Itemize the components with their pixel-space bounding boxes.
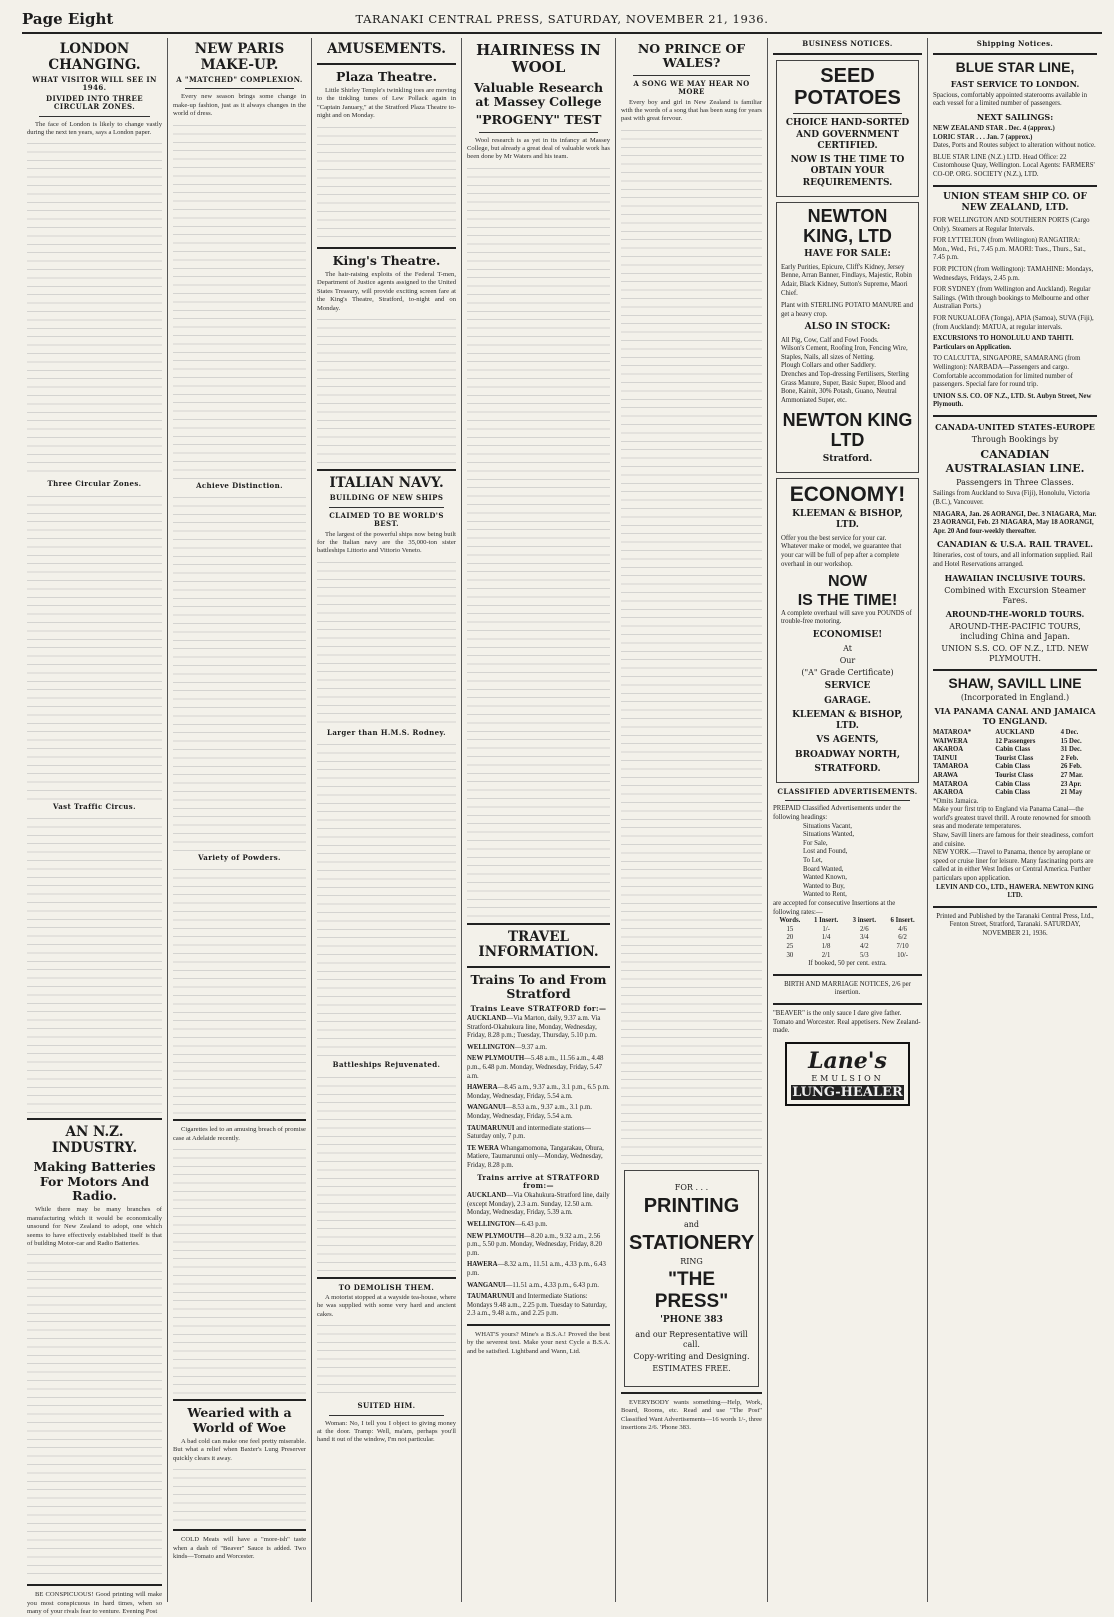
london-lead: The face of London is likely to change vastly during the next ten years, says a London paper. <box>27 120 162 136</box>
sailing-row: AKAROA Cabin Class 21 May <box>933 789 1083 797</box>
union-picton: FOR PICTON (from Wellington): TAMAHINE: Mondays, Wednesdays, Fridays, 2.45 p.m. <box>933 266 1094 282</box>
union-title: UNION STEAM SHIP CO. OF NEW ZEALAND, LTD. <box>943 191 1087 213</box>
divider <box>27 1118 162 1120</box>
departure-entry: NEW PLYMOUTH—5.48 a.m., 11.56 a.m., 4.48 p.m., 6.48 p.m. Monday, Wednesday, Friday, 5.47 a.m. <box>467 1055 604 1080</box>
prince-subhead: A SONG WE MAY HEAR NO MORE <box>633 78 750 97</box>
bsa-notice: WHAT'S yours? Mine's a B.S.A.! Proved the best by the severest test. Make your next Cycle a B.S.A. and be satisfied. Lightband and Wann, Ltd. <box>467 1331 610 1355</box>
bmd-notice: BIRTH AND MARRIAGE NOTICES, 2/6 per insertion. <box>784 980 911 997</box>
classified-heading: Board Wanted, <box>803 865 844 873</box>
kings-body-text <box>317 314 456 464</box>
departures-list <box>467 1015 610 1171</box>
rates-table-row: 30 2/1 5/3 10/- <box>786 951 909 959</box>
canada-header: CANADA-UNITED STATES-EUROPE <box>935 421 1095 432</box>
printing-word: PRINTING <box>643 1194 740 1217</box>
woe-body-text <box>173 1464 306 1524</box>
shaw-savill-inc: (Incorporated in England.) <box>960 692 1070 702</box>
divider <box>785 800 910 801</box>
industry-lead: While there may be many branches of manufacturing which it would be economically unsound for New Zealand to adopt, one which seems to have effectively established itself is that of building Motor-car and Radio Batteries. <box>27 1206 162 1247</box>
union-excursions: EXCURSIONS TO HONOLULU AND TAHITI. Particulars on Application. <box>933 335 1074 351</box>
divider <box>173 1119 306 1121</box>
london-section-head-1: Three Circular Zones. <box>47 479 142 489</box>
paris-headline: NEW PARIS MAKE-UP. <box>194 41 285 73</box>
classified-heading: Situations Vacant, <box>803 822 852 830</box>
classified-heading: To Let, <box>803 857 823 865</box>
navy-subhead-2: CLAIMED TO BE WORLD'S BEST. <box>329 510 444 529</box>
amusements-header: AMUSEMENTS. <box>327 41 446 57</box>
shaw-savill-via: VIA PANAMA CANAL AND JAMAICA TO ENGLAND. <box>934 705 1096 726</box>
departure-entry: TE WERA Whangamomona, Tangarakau, Ohura, Matiere, Taumarunui only—Monday, Wednesday, Friday, 8.28 p.m. <box>467 1144 604 1169</box>
navy-body-text <box>317 739 456 1059</box>
rates-table-header: Words. 1 Insert. 3 insert. 6 Insert. <box>779 917 915 925</box>
cold-meats-notice: COLD Meats will have a "more-ish" taste when a dash of "Beaver" Sauce is added. Two kinds—Tomato and Worcester. <box>173 1536 306 1561</box>
everybody-notice: EVERYBODY wants something—Help, Work, Board, Rooms, etc. Read and use "The Post" Classified Want Advertisements—16 words 1/-, three insertions 2/6. 'Phone 383. <box>621 1398 762 1431</box>
industry-subhead: Making Batteries For Motors And Radio. <box>33 1159 156 1203</box>
column-6 <box>767 38 927 1602</box>
printing-for: FOR . . . <box>674 1182 709 1192</box>
seed-potatoes-t2: NOW IS THE TIME TO OBTAIN YOUR REQUIREMENTS. <box>790 155 905 188</box>
economy-garage: GARAGE. <box>824 695 871 706</box>
blue-star-sailing: LORIC STAR . . . Jan. 7 (approx.) <box>933 133 1033 141</box>
navy-section-head-2: Battleships Rejuvenated. <box>332 1060 441 1070</box>
newton-king-title: NEWTON KING, LTD <box>803 205 892 246</box>
paris-section-head-1: Achieve Distinction. <box>196 480 283 490</box>
demolish-lead: A motorist stopped at a wayside tea-house, where he was supplied with some very hard and ancient cakes. <box>317 1294 456 1318</box>
shaw-savill-ny: NEW YORK.—Travel to Panama, thence by aeroplane or speed or cruise liner for leisure. Many fascinating ports are called at in either West Indies or Central America. Further particulars upon application. <box>933 849 1094 883</box>
classified-prepaid: PREPAID Classified Advertisements under the following headings: <box>773 805 901 822</box>
lanes-lung-healer: LUNG-HEALER <box>792 1084 903 1100</box>
plaza-lead: Little Shirley Temple's twinkling toes are moving to the tinkling tunes of Lew Pollack again in "Captain January," at the Stratford Plaza Theatre to-night and on Monday. <box>317 86 456 120</box>
newton-king-advert <box>776 202 919 473</box>
woe-headline: Wearied with a World of Woe <box>187 1405 292 1435</box>
union-nukualofa: FOR NUKUALOFA (Tonga), APIA (Samoa), SUVA (Fiji), (from Auckland): MATUA, at regular intervals. <box>933 314 1094 331</box>
divider <box>633 75 750 76</box>
lanes-name: Lane's <box>808 1047 887 1074</box>
divider <box>933 669 1097 671</box>
woman-tramp-joke: Woman: No, I tell you I object to giving money at the door. Tramp: Well, ma'am, perhaps you'll hand it out of the window, I'm not particular. <box>317 1419 456 1444</box>
newton-king-plant: Plant with STERLING POTATO MANURE and get a heavy crop. <box>781 302 914 318</box>
divider <box>329 1415 444 1416</box>
shaw-savill-body: Make your first trip to England via Panama Canal—the world's greatest travel thrill. A route renowned for smooth seas and moderate temperatures. <box>933 806 1091 831</box>
london-headline: LONDON CHANGING. <box>48 41 141 73</box>
economy-grade: ("A" Grade Certificate) <box>801 668 894 678</box>
newton-king-stock-1: All Pig, Cow, Calf and Fowl Foods. <box>781 336 879 344</box>
classified-heading: Lost and Found, <box>803 848 848 856</box>
canada-hawaii-2: Combined with Excursion Steamer Fares. <box>944 585 1086 605</box>
paris-section-head-2: Variety of Powders. <box>198 853 281 863</box>
sailing-row: WAIWERA 12 Passengers 15 Dec. <box>933 737 1082 745</box>
canada-rail: CANADIAN & U.S.A. RAIL TRAVEL. <box>936 539 1094 550</box>
rates-table <box>773 917 922 960</box>
conspicuous-notice: BE CONSPICUOUS! Good printing will make you most conspicuous in hard times, when so many of your rivals fear to venture. Evening Post <box>27 1591 162 1616</box>
business-notices-header: BUSINESS NOTICES. <box>802 39 893 48</box>
divider <box>933 906 1097 908</box>
divider <box>773 1003 922 1005</box>
economy-economise: ECONOMISE! <box>812 630 883 641</box>
column-7 <box>927 38 1102 1602</box>
prince-headline: NO PRINCE OF WALES? <box>637 41 746 71</box>
divider <box>479 132 598 133</box>
prince-lead: Every boy and girl in New Zealand is familiar with the words of a song that has been sung for years past with great fervour. <box>621 98 762 123</box>
printing-advert <box>624 1170 759 1387</box>
printing-and: and <box>683 1219 700 1229</box>
divider <box>467 966 610 968</box>
seed-potatoes-advert <box>776 60 919 197</box>
london-body-text <box>27 138 162 478</box>
london-body-text <box>27 491 162 801</box>
arrival-entry: NEW PLYMOUTH—8.20 a.m., 9.32 a.m., 2.56 p.m., 5.50 p.m. Monday, Wednesday, Friday, 8.20 p.m. <box>467 1232 603 1257</box>
canada-office: UNION S.S. CO. OF N.Z., LTD. NEW PLYMOUTH. <box>941 643 1089 663</box>
classified-heading: For Sale, <box>803 839 828 847</box>
newton-king-town: Stratford. <box>822 453 873 464</box>
sailings-table <box>933 729 1097 798</box>
canada-through: Through Bookings by <box>971 434 1059 444</box>
imprint: Printed and Published by the Taranaki Central Press, Ltd., Fenton Street, Stratford, Taranaki. SATURDAY, NOVEMBER 21, 1936. <box>936 912 1094 938</box>
paris-lead: Every new season brings some change in make-up fashion, just as it always changes in the world of dress. <box>173 93 306 118</box>
navy-headline: ITALIAN NAVY. <box>329 474 444 491</box>
printing-rep: and our Representative will call. <box>635 1329 748 1349</box>
page-number: Page Eight <box>22 10 114 28</box>
union-sydney: FOR SYDNEY (from Wellington and Auckland). Regular Sailings. (With through bookings to Melbourne and other Australian Ports.) <box>933 286 1091 311</box>
rates-table-row: 25 1/8 4/2 7/10 <box>786 942 909 950</box>
paris-body-text <box>173 864 306 1114</box>
blue-star-dates: Dates, Ports and Routes subject to alteration without notice. <box>933 142 1096 150</box>
blue-star-body: Spacious, comfortably appointed staterooms available in each vessel for a limited number of passengers. <box>933 91 1088 108</box>
wool-subhead: Valuable Research at Massey College <box>473 79 604 109</box>
divider <box>317 247 456 249</box>
sailing-row: MATAROA* AUCKLAND 4 Dec. <box>933 728 1079 736</box>
divider <box>773 974 922 976</box>
divider <box>329 507 444 508</box>
newton-king-list: Early Purities, Epicure, Cliff's Kidney, Jersey Benne, Arran Banner, Findlays, Majestic, Robin Adair, Black Kidney, Sutton's Supreme, Maori Chief. <box>781 263 912 297</box>
economy-firm-2: KLEEMAN & BISHOP, LTD. <box>792 709 903 732</box>
newton-king-title-2: NEWTON KING LTD <box>782 410 913 451</box>
trains-arrive-head: Trains arrive at STRATFORD from:— <box>477 1172 600 1190</box>
union-body: FOR WELLINGTON AND SOUTHERN PORTS (Cargo Only). Steamers at Regular Intervals. <box>933 217 1090 233</box>
newton-king-have: HAVE FOR SALE: <box>804 249 891 260</box>
economy-our: Our <box>839 656 856 666</box>
navy-subhead-1: BUILDING OF NEW SHIPS <box>329 493 444 503</box>
arrivals-list <box>467 1192 610 1319</box>
canada-around-1: AROUND-THE-WORLD TOURS. <box>945 608 1085 619</box>
lanes-emulsion: EMULSION <box>811 1073 884 1083</box>
economy-addr-1: BROADWAY NORTH, <box>794 749 901 760</box>
divider <box>933 185 1097 187</box>
divider <box>317 1277 456 1279</box>
rates-table-row: 20 1/4 3/4 6/2 <box>786 934 907 942</box>
london-body-text <box>27 813 162 1113</box>
classified-headings <box>773 823 922 900</box>
shaw-savill-agents: LEVIN AND CO., LTD., HAWERA. NEWTON KING LTD. <box>936 883 1094 900</box>
suited-him-headline: SUITED HIM. <box>357 1401 416 1411</box>
kings-lead: The hair-raising exploits of the Federal T-men, Department of Justice agents assigned to the United States Treasury, will provide exciting screen fare at the King's Theatre, Stratford, to-night and on Monday. <box>317 270 456 312</box>
newton-king-stock-3: Plough Collars and other Saddlery. <box>781 362 876 370</box>
printing-copy: Copy-writing and Designing. <box>633 1351 750 1361</box>
shipping-notices-header: Shipping Notices. <box>976 39 1054 48</box>
classified-header: CLASSIFIED ADVERTISEMENTS. <box>777 787 918 797</box>
paris-body-text <box>173 120 306 480</box>
blue-star-office: BLUE STAR LINE (N.Z.) LTD. Head Office: 22 Customhouse Quay, Wellington. Local Agents: FARMERS' CO-OP. ORG. SOCIETY (N.Z.), LTD. <box>933 153 1095 178</box>
navy-body-text <box>317 557 456 727</box>
canada-sailings: Sailings from Auckland to Suva (Fiji), Honolulu, Victoria (B.C.), Vancouver. <box>933 490 1090 506</box>
travel-headline: TRAVEL INFORMATION. <box>478 928 599 961</box>
demolish-headline: TO DEMOLISH THEM. <box>338 1282 435 1292</box>
divider <box>793 113 902 114</box>
london-subhead-1: WHAT VISITOR WILL SEE IN 1946. <box>32 75 157 93</box>
economy-firm: KLEEMAN & BISHOP, LTD. <box>792 509 903 531</box>
classified-booked: If booked, 50 per cent. extra. <box>808 960 887 968</box>
canada-hawaii: HAWAIIAN INCLUSIVE TOURS. <box>944 572 1086 583</box>
the-press-word: "THE PRESS" <box>654 1268 729 1312</box>
plaza-headline: Plaza Theatre. <box>336 68 437 84</box>
economy-vs: VS AGENTS, <box>816 735 879 746</box>
lanes-emulsion-advert <box>785 1042 910 1106</box>
sailing-row: TAINUI Tourist Class 2 Feb. <box>933 754 1079 762</box>
cigarettes-body-text <box>173 1144 306 1394</box>
departure-entry: WANGANUI—8.53 a.m., 9.37 a.m., 3.1 p.m. Monday, Wednesday, Friday, 5.54 a.m. <box>467 1104 592 1120</box>
column-2 <box>167 38 311 1602</box>
demolish-body-text <box>317 1320 456 1400</box>
kings-headline: King's Theatre. <box>332 252 441 268</box>
union-calcutta: TO CALCUTTA, SINGAPORE, SAMARANG (from Wellington): NARBADA—Passengers and cargo. Comfortable accommodation for limited number of passengers. Special fare for round trip. <box>933 355 1081 389</box>
prince-body-text <box>621 125 762 1165</box>
divider <box>173 1529 306 1531</box>
economy-advert <box>776 478 919 783</box>
paris-body-text <box>173 492 306 852</box>
divider <box>173 1399 306 1401</box>
canada-title: CANADIAN AUSTRALASIAN LINE. <box>945 447 1085 475</box>
newton-king-stock-2: Wilson's Cement, Roofing Iron, Fencing Wire, Staples, Nails, all sizes of Netting. <box>781 345 908 361</box>
navy-body-text <box>317 1072 456 1272</box>
printing-estimates: ESTIMATES FREE. <box>652 1363 731 1373</box>
stationery-word: STATIONERY <box>629 1231 755 1254</box>
divider <box>933 415 1097 417</box>
column-4 <box>461 38 615 1602</box>
rates-table-row: 15 1/- 2/6 4/6 <box>786 925 907 933</box>
column-3 <box>311 38 461 1602</box>
sailing-row: TAMAROA Cabin Class 26 Feb. <box>933 763 1082 771</box>
classified-heading: Wanted to Rent, <box>803 891 847 899</box>
trains-subhead: Trains To and From Stratford <box>470 971 607 1002</box>
blue-star-sub: FAST SERVICE TO LONDON. <box>950 78 1080 89</box>
classified-heading: Situations Wanted, <box>803 831 855 839</box>
printing-phone: 'PHONE 383 <box>660 1315 723 1326</box>
divider <box>317 469 456 471</box>
divider <box>467 1324 610 1326</box>
divider <box>39 116 150 117</box>
woe-lead: A bad cold can make one feel pretty miserable. But what a relief when Baxter's Lung Preserver quickly clears it away. <box>173 1437 306 1462</box>
london-section-head-2: Vast Traffic Circus. <box>53 801 136 811</box>
classified-rates: are accepted for consecutive Insertions at the following rates:— <box>773 900 896 916</box>
departure-entry: WELLINGTON—9.37 a.m. <box>467 1043 547 1051</box>
wool-tag: "PROGENY" TEST <box>475 112 602 128</box>
column-1 <box>22 38 167 1616</box>
economy-title: ECONOMY! <box>789 483 906 507</box>
navy-section-head-1: Larger than H.M.S. Rodney. <box>327 727 446 737</box>
industry-headline: AN N.Z. INDUSTRY. <box>51 1124 138 1156</box>
arrival-entry: TAUMARUNUI and Intermediate Stations: Mondays 9.48 a.m., 2.25 p.m. Tuesday to Saturday, 2.3 a.m., 9.48 a.m., and 2.25 p.m. <box>467 1293 607 1318</box>
london-subhead-2: DIVIDED INTO THREE CIRCULAR ZONES. <box>46 93 143 112</box>
plaza-body-text <box>317 122 456 242</box>
divider <box>467 923 610 925</box>
wool-headline: HAIRINESS IN WOOL <box>476 41 601 77</box>
sailing-row: AKAROA Cabin Class 31 Dec. <box>933 746 1082 754</box>
trains-leave-head: Trains Leave STRATFORD for:— <box>470 1003 607 1013</box>
wool-lead: Wool research is as yet in its infancy at Massey College, but already a great deal of valuable work has been done by Mr Waters and his team. <box>467 136 610 161</box>
divider <box>27 1584 162 1586</box>
sailing-row: MATAROA Cabin Class 23 Apr. <box>933 780 1082 788</box>
economy-service: SERVICE <box>824 681 871 692</box>
publication-line: TARANAKI CENTRAL PRESS, SATURDAY, NOVEMBER 21, 1936. <box>355 12 769 26</box>
blue-star-title: BLUE STAR LINE, <box>955 59 1075 76</box>
shaw-savill-famous: Shaw, Savill liners are famous for their steadiness, comfort and cuisine. <box>933 832 1094 848</box>
blue-star-sailing: NEW ZEALAND STAR . Dec. 4 (approx.) <box>933 124 1055 132</box>
column-5 <box>615 38 767 1602</box>
economy-now: NOW <box>827 573 868 591</box>
divider <box>317 63 456 65</box>
economy-at: At <box>843 644 852 654</box>
paris-subhead: A "MATCHED" COMPLEXION. <box>176 75 303 85</box>
newton-king-stock-head: ALSO IN STOCK: <box>804 322 891 333</box>
newton-king-stock-4: Drenches and Top-dressing Fertilisers, Sterling Grass Manure, Super, Basic Super, Blood and Bone, Kainit, 30% Potash, Guano, Neutral Ammoniated Super, etc. <box>781 370 909 404</box>
canada-dates: NIAGARA, Jan. 26 AORANGI, Dec. 3 NIAGARA, Mar. 23 AORANGI, Feb. 23 NIAGARA, May 18 AORANGI, Apr. 20 And four-weekly thereafter. <box>933 510 1097 535</box>
printing-ring: RING <box>680 1256 703 1266</box>
canada-itin: Itineraries, cost of tours, and all information supplied. Rail and Hotel Reservations arranged. <box>933 552 1093 568</box>
divider <box>185 88 294 89</box>
navy-lead: The largest of the powerful ships now being built for the Italian navy are the 35,000-ton sister battleships Littorio and Vittorio Veneto. <box>317 530 456 555</box>
masthead <box>22 8 1102 34</box>
divider <box>621 1392 762 1394</box>
economy-body-2: A complete overhaul will save you POUNDS of trouble-free motoring. <box>781 609 912 626</box>
departure-entry: AUCKLAND—Via Marton, daily, 9.37 a.m. Via Stratford-Okahukura line, Monday, Wednesday, Friday, 8.28 p.m.; Tuesday, Thursday, 5.10 p.m. <box>467 1015 601 1040</box>
economy-time: IS THE TIME! <box>797 591 898 609</box>
classified-heading: Wanted Known, <box>803 874 848 882</box>
departure-entry: HAWERA—8.45 a.m., 9.37 a.m., 3.1 p.m., 6.5 p.m. Monday, Wednesday, Friday, 5.54 a.m. <box>467 1084 610 1100</box>
blue-star-next: NEXT SAILINGS: <box>976 111 1054 122</box>
industry-body-text <box>27 1249 162 1579</box>
cigarettes-lead: Cigarettes led to an amusing breach of promise case at Adelaide recently. <box>173 1126 306 1142</box>
departure-entry: TAUMARUNUI and intermediate stations—Saturday only, 7 p.m. <box>467 1124 591 1141</box>
canada-around-2: AROUND-THE-PACIFIC TOURS, including China and Japan. <box>949 621 1081 641</box>
canada-pass: Passengers in Three Classes. <box>956 478 1074 488</box>
union-lyttelton: FOR LYTTELTON (from Wellington) RANGATIRA: Mon., Wed., Fri., 7.45 p.m. MAORI: Tues., Thurs., Sat., 7.45 p.m. <box>933 237 1086 262</box>
classified-heading: Wanted to Buy, <box>803 882 845 890</box>
seed-potatoes-t1: CHOICE HAND-SORTED AND GOVERNMENT CERTIFIED. <box>785 118 910 151</box>
arrival-entry: HAWERA—8.32 a.m., 11.51 a.m., 4.33 p.m., 6.43 p.m. <box>467 1261 606 1278</box>
economy-body: Offer you the best service for your car. Whatever make or model, we guarantee that your car will be full of pep after a complete overhaul in our workshop. <box>781 534 902 568</box>
shaw-savill-title: SHAW, SAVILL LINE <box>948 674 1082 691</box>
seed-potatoes-title: SEED POTATOES <box>794 65 901 110</box>
wool-body-text <box>467 163 610 918</box>
sailing-row: ARAWA Tourist Class 27 Mar. <box>933 771 1083 779</box>
beaver-notice: "BEAVER" is the only sauce I dare give father. Tomato and Worcester. Real appetisers. New Zealand-made. <box>773 1009 921 1035</box>
shaw-savill-omits: *Omits Jamaica. <box>933 797 979 805</box>
arrival-entry: WELLINGTON—6.43 p.m. <box>467 1221 548 1229</box>
economy-addr-2: STRATFORD. <box>814 763 881 774</box>
divider <box>773 53 922 55</box>
union-office: UNION S.S. CO. OF N.Z., LTD. St. Aubyn Street, New Plymouth. <box>933 392 1092 409</box>
divider <box>933 53 1097 55</box>
arrival-entry: AUCKLAND—Via Okahukura-Stratford line, daily (except Monday), 2.3 a.m. Sunday, 12.50 a.m. Monday, Wednesday, Friday, 5.39 a.m. <box>467 1192 610 1217</box>
arrival-entry: WANGANUI—11.51 a.m., 4.33 p.m., 6.43 p.m. <box>467 1281 599 1289</box>
